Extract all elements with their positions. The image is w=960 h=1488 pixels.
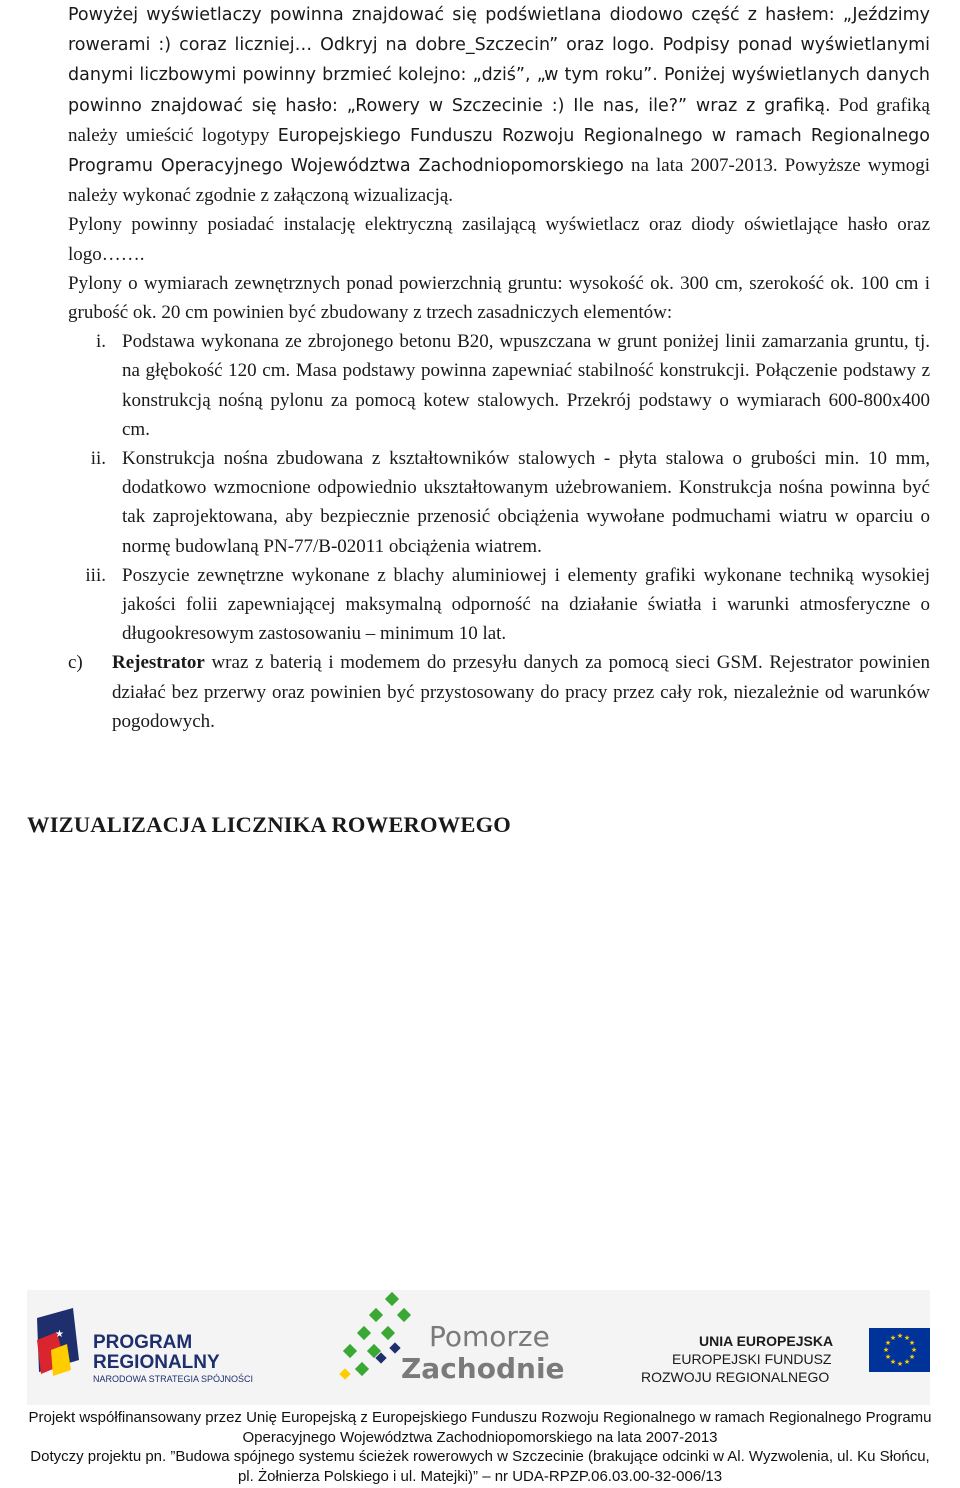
eu-logo <box>641 1328 930 1385</box>
list-item-text: Podstawa wykonana ze zbrojonego betonu B20, wpuszczana w grunt poniżej linii zamarzania gruntu, tj. na głębokość 120 cm. Masa podstawy powinna zapewniać stabilność konstrukcji. Połączenie podstawy z konstrukcją nośną pylonu za pomocą kotew stalowych. Przekrój podstawy o wymiarach 600-800x400 cm. <box>122 331 930 440</box>
logo-text: Pomorze <box>429 1320 550 1353</box>
program-regionalny-logo <box>37 1308 253 1384</box>
document-body <box>68 0 930 736</box>
paragraph-text: Powyżej wyświetlaczy powinna znajdować się podświetlana diodowo część z hasłem: „Jeździmy rowerami :) coraz liczniej… Odkryj na dobre_Szczecin” oraz logo. Podpisy ponad wyświetlanymi danymi liczbowymi powinny brzmieć kolejno: „dziś”, „w tym roku”. Poniżej wyświetlanych danych powinno znajdować się hasło: „Rowery w Szczecinie :) Ile nas, ile?” wraz z grafiką. <box>68 5 930 116</box>
paragraph-text: na lata 2007-2013. Powyższe wymogi należy wykonać zgodnie z załączoną wizualizacją. <box>68 155 930 207</box>
svg-text:★: ★ <box>908 1353 916 1361</box>
svg-text:★: ★ <box>908 1339 916 1347</box>
list-item <box>68 327 930 444</box>
paragraph-dimensions: Pylony o wymiarach zewnętrznych ponad powierzchnią gruntu: wysokość ok. 300 cm, szerokość ok. 100 cm i grubość ok. 20 cm powinien być zbudowany z trzech zasadniczych elementów: <box>68 272 930 324</box>
pomorze-zachodnie-logo <box>339 1292 564 1385</box>
paragraph-electrical: Pylony powinny posiadać instalację elektryczną zasilającą wyświetlacz oraz diody oświetlające hasło oraz logo……. <box>68 214 930 265</box>
logo-text: ROZWOJU REGIONALNEGO <box>641 1369 830 1385</box>
fund-name: Europejskiego Funduszu Rozwoju Regionalnego w ramach Regionalnego Programu Operacyjnego Województwa Zachodniopomorskiego <box>68 125 930 177</box>
logo-strip <box>27 1290 930 1405</box>
svg-text:★: ★ <box>896 1332 904 1340</box>
list-item <box>68 561 930 649</box>
list-item <box>68 444 930 561</box>
svg-text:★: ★ <box>55 1329 64 1340</box>
list-item-number: iii. <box>85 564 106 586</box>
svg-text:★: ★ <box>889 1358 897 1366</box>
svg-text:★: ★ <box>903 1358 911 1366</box>
svg-text:★: ★ <box>903 1334 911 1342</box>
svg-text:★: ★ <box>896 1360 904 1368</box>
elements-list <box>68 327 930 736</box>
list-item-number: c) <box>68 652 83 674</box>
logo-text: PROGRAM <box>93 1332 193 1353</box>
footer <box>0 1408 960 1486</box>
logo-text: EUROPEJSKI FUNDUSZ <box>672 1351 832 1367</box>
list-item-text: Poszycie zewnętrzne wykonane z blachy aluminiowej i elementy grafiki wykonane techniką wysokiej jakości folii zapewniającej maksymalną odporność na działanie światła i warunki atmosferyczne o długookresowym zastosowaniu – minimum 10 lat. <box>122 564 930 645</box>
footer-line: Dotyczy projektu pn. ”Budowa spójnego systemu ścieżek rowerowych w Szczecinie (brakujące odcinki w Al. Wyzwolenia, ul. Ku Słońcu, <box>30 1448 930 1465</box>
list-item-text <box>112 648 930 736</box>
logo-text: NARODOWA STRATEGIA SPÓJNOŚCI <box>93 1374 254 1384</box>
svg-text:★: ★ <box>882 1346 890 1354</box>
svg-text:★: ★ <box>889 1334 897 1342</box>
logos-svg <box>27 1290 930 1405</box>
logo-text: UNIA EUROPEJSKA <box>699 1333 834 1349</box>
svg-text:★: ★ <box>884 1339 892 1347</box>
paragraph-display-requirements <box>68 0 930 210</box>
list-item-registrar <box>68 648 930 736</box>
list-item-number: ii. <box>90 448 106 470</box>
svg-text:★: ★ <box>910 1346 918 1354</box>
list-item-text: Konstrukcja nośna zbudowana z kształtowników stalowych - płyta stalowa o grubości min. 10 mm, dodatkowo wzmocnione odpowiednio ukształtowanym użebrowaniem. Konstrukcja nośna powinna być tak zaprojektowana, aby bezpiecznie przenosić obciążenia wywołane podmuchami wiatru w oparciu o normę budowlaną PN-77/B-02011 obciążenia wiatrem. <box>122 448 930 557</box>
logo-text: REGIONALNY <box>93 1352 220 1373</box>
registrar-description: wraz z baterią i modemem do przesyłu danych za pomocą sieci GSM. Rejestrator powinien działać bez przerwy oraz powinien być przystosowany do pracy przez cały rok, niezależnie od warunków pogodowych. <box>112 652 930 732</box>
svg-text:★: ★ <box>884 1353 892 1361</box>
section-heading: WIZUALIZACJA LICZNIKA ROWEROWEGO <box>27 812 511 837</box>
footer-line: Operacyjnego Województwa Zachodniopomorskiego na lata 2007-2013 <box>242 1428 718 1446</box>
registrar-term: Rejestrator <box>112 652 205 674</box>
footer-line: Projekt współfinansowany przez Unię Europejską z Europejskiego Funduszu Rozwoju Regionalnego w ramach Regionalnego Programu <box>28 1409 932 1426</box>
logo-text: Zachodnie <box>401 1352 565 1385</box>
list-item-number: i. <box>95 331 106 353</box>
paragraph-text: Pod grafiką należy umieścić logotypy <box>68 94 930 146</box>
footer-line: pl. Żołnierza Polskiego i ul. Matejki)” – nr UDA-RPZP.06.03.00-32-006/13 <box>237 1467 723 1485</box>
